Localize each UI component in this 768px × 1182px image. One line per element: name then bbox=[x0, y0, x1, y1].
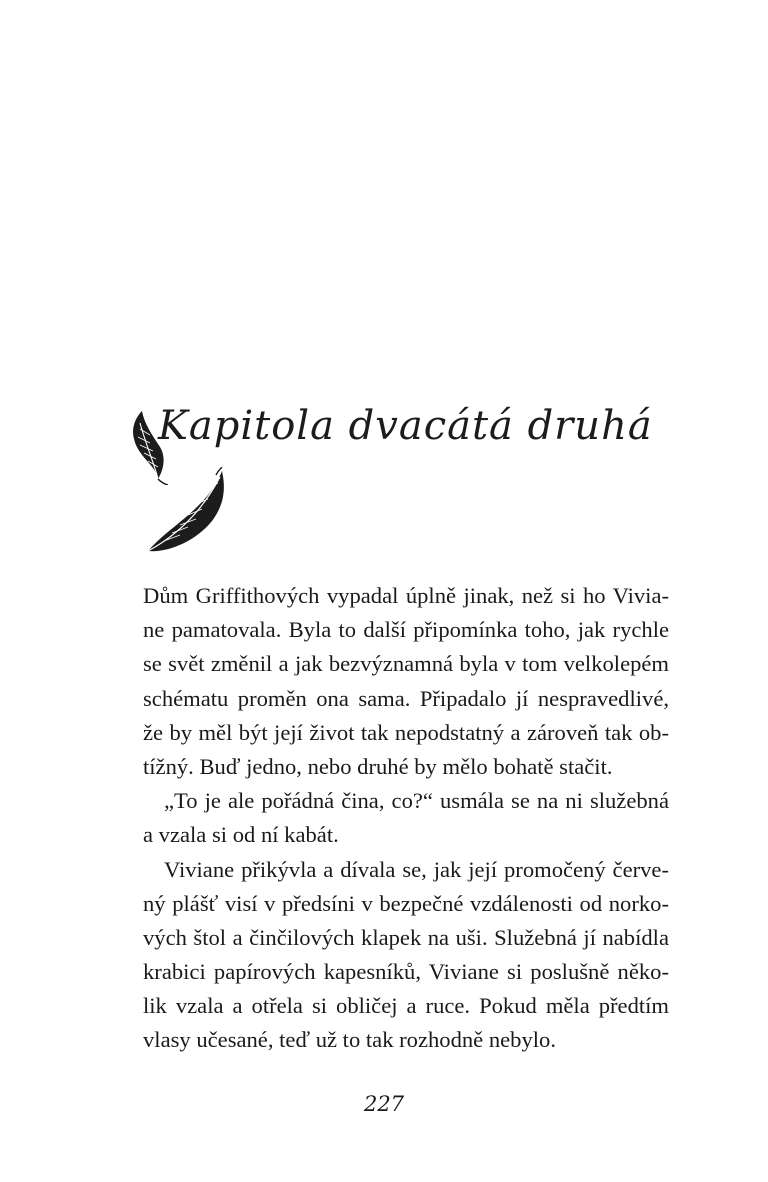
text-line: vlasy učesané, teď už to tak rozhodně nebylo. bbox=[143, 1027, 556, 1053]
text-line: Viviane přikývla a dívala se, jak její promočený červe- bbox=[164, 856, 669, 882]
chapter-title: Kapitola dvacátá druhá bbox=[158, 403, 653, 449]
text-line: krabici papírových kapesníků, Viviane si poslušně něko- bbox=[143, 959, 669, 985]
text-line: že by měl být její život tak nepodstatný a zároveň tak ob- bbox=[143, 719, 669, 745]
paragraph bbox=[143, 579, 669, 784]
text-line: se svět změnil a jak bezvýznamná byla v tom velkolepém bbox=[143, 651, 669, 677]
text-line: ný plášť visí v předsíni v bezpečné vzdálenosti od norko- bbox=[143, 890, 669, 916]
text-line: ne pamatovala. Byla to další připomínka toho, jak rychle bbox=[143, 617, 669, 643]
paragraph bbox=[143, 853, 669, 1058]
text-line: a vzala si od ní kabát. bbox=[143, 822, 339, 848]
text-line: tížný. Buď jedno, nebo druhé by mělo bohatě stačit. bbox=[143, 753, 613, 779]
body-text bbox=[143, 579, 669, 1058]
paragraph bbox=[143, 784, 669, 852]
text-line: schématu proměn ona sama. Připadalo jí nespravedlivé, bbox=[143, 685, 669, 711]
text-line: lik vzala a otřela si obličej a ruce. Pokud měla předtím bbox=[143, 993, 669, 1019]
text-line: vých štol a činčilových klapek na uši. Služebná jí nabídla bbox=[143, 924, 669, 950]
page-number: 227 bbox=[363, 1092, 405, 1116]
feather-icon bbox=[142, 467, 232, 559]
text-line: Dům Griffithových vypadal úplně jinak, než si ho Vivia- bbox=[143, 583, 669, 608]
text-line: „To je ale pořádná čina, co?“ usmála se na ni služebná bbox=[164, 788, 669, 814]
chapter-heading bbox=[128, 395, 653, 555]
